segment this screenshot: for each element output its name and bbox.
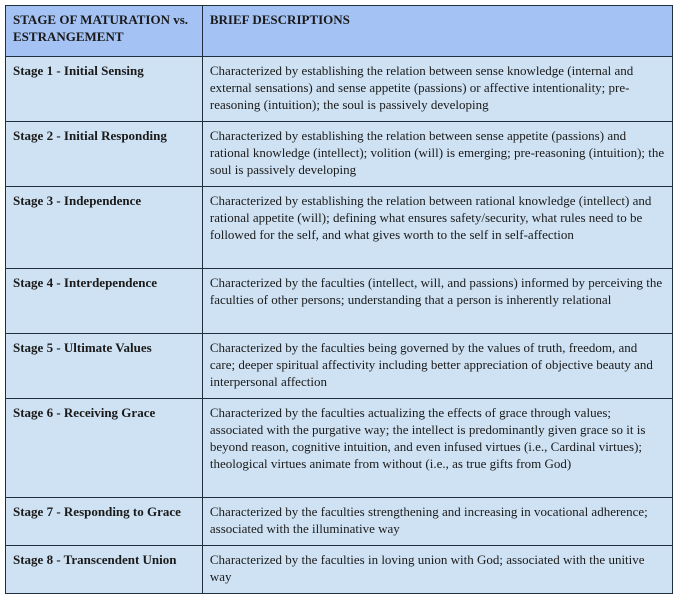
header-stage: STAGE OF MATURATION vs. ESTRANGEMENT (6, 6, 203, 57)
table-row (6, 334, 673, 399)
stage-cell: Stage 8 - Transcendent Union (6, 546, 203, 594)
description-cell: Characterized by the faculties being governed by the values of truth, freedom, and care; deeper spiritual affectivity including better appreciation of objective beauty and interpersonal affection (202, 334, 672, 399)
description-cell: Characterized by establishing the relation between sense knowledge (internal and external sensations) and sense appetite (passions) or affective intentionality; pre-reasoning (intuition); the soul is passively developing (202, 57, 672, 122)
description-cell: Characterized by establishing the relation between sense appetite (passions) and rational knowledge (intellect); volition (will) is emerging; pre-reasoning (intuition); the soul is passively developing (202, 122, 672, 187)
description-cell: Characterized by the faculties in loving union with God; associated with the unitive way (202, 546, 672, 594)
stage-cell: Stage 3 - Independence (6, 187, 203, 269)
table-row (6, 498, 673, 546)
stage-cell: Stage 5 - Ultimate Values (6, 334, 203, 399)
table-row (6, 187, 673, 269)
description-cell: Characterized by establishing the relation between rational knowledge (intellect) and rational appetite (will); defining what ensures safety/security, what rules need to be followed for the self, and what gives worth to the self in self-affection (202, 187, 672, 269)
stage-cell: Stage 7 - Responding to Grace (6, 498, 203, 546)
stage-cell: Stage 4 - Interdependence (6, 269, 203, 334)
description-cell: Characterized by the faculties actualizing the effects of grace through values; associated with the purgative way; the intellect is predominantly given grace so it is beyond reason, cognitive intuition, and even infused virtues (i.e., Cardinal virtues); theological virtues animate from without (i.e., as true gifts from God) (202, 399, 672, 498)
stage-cell: Stage 1 - Initial Sensing (6, 57, 203, 122)
table-row (6, 57, 673, 122)
table-row (6, 122, 673, 187)
table-header-row (6, 6, 673, 57)
stages-table (5, 5, 673, 594)
stage-cell: Stage 6 - Receiving Grace (6, 399, 203, 498)
table-row (6, 546, 673, 594)
table-row (6, 399, 673, 498)
stage-cell: Stage 2 - Initial Responding (6, 122, 203, 187)
table-row (6, 269, 673, 334)
description-cell: Characterized by the faculties (intellect, will, and passions) informed by perceiving the faculties of other persons; understanding that a person is inherently relational (202, 269, 672, 334)
header-description: BRIEF DESCRIPTIONS (202, 6, 672, 57)
description-cell: Characterized by the faculties strengthening and increasing in vocational adherence; associated with the illuminative way (202, 498, 672, 546)
